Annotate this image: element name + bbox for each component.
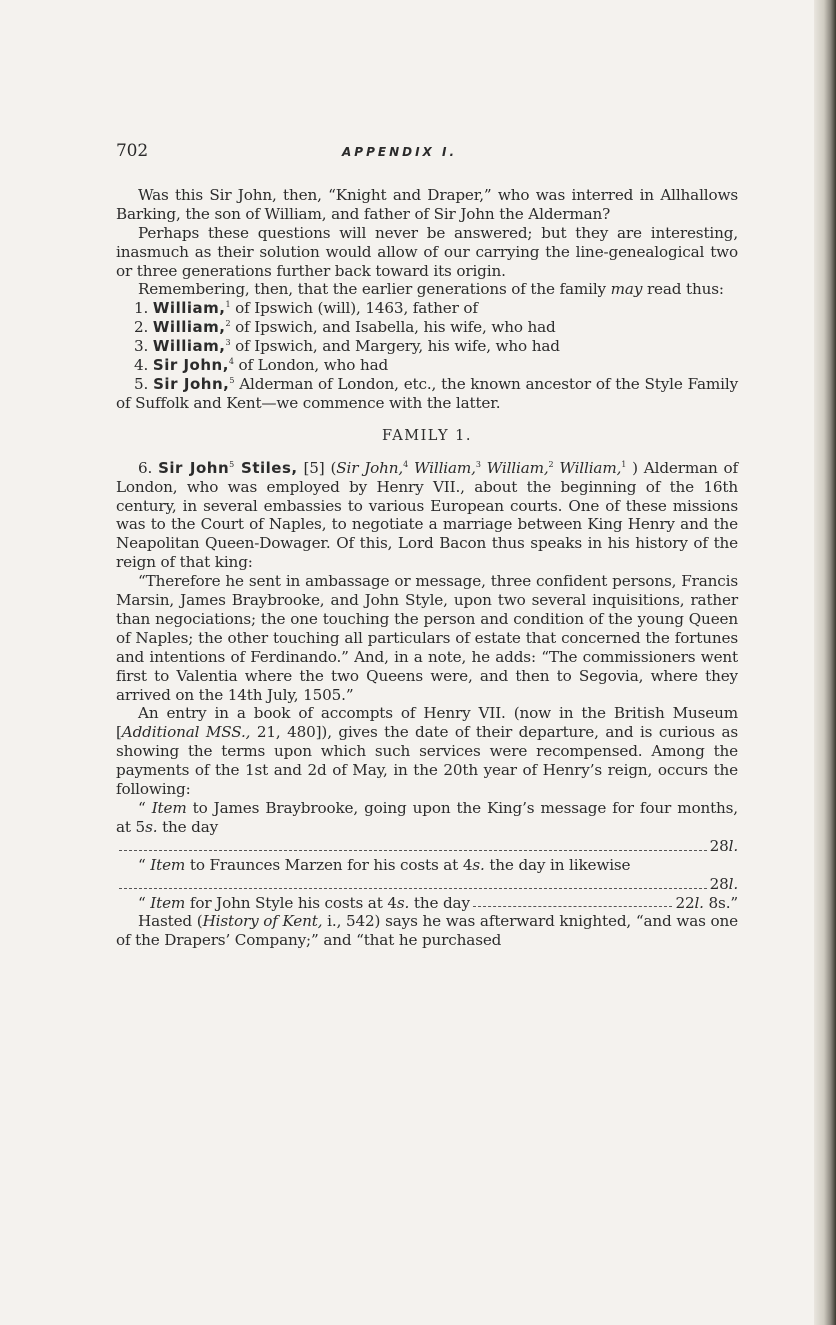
page-header	[116, 142, 738, 162]
paragraph-3: Remembering, then, that the earlier generations of the family may read thus:	[138, 280, 724, 299]
payment-item-marzen: “ Item to Fraunces Marzen for his costs at 4s. the day in likewise	[138, 855, 631, 874]
entry-6: 6. Sir John$^5$ Stiles, [5] (Sir John,$^4$ William,$^3$ William,$^2$ William,$^1$ ) Alderman of London, who was employed by Henry VII., about the beginning of the 16th century, in several embassies to various European courts. One of these missions was to the Court of Naples, to negotiate a marriage between King Henry and the Neapolitan Queen-Dowager. Of this, Lord Bacon thus speaks in his history of the reign of that king:	[116, 458, 739, 572]
payment-amount-marzen: 28l.	[116, 875, 738, 894]
payment-amount-braybrooke: 28l.	[116, 837, 738, 856]
paragraph-1: Was this Sir John, then, “Knight and Draper,” who was interred in Allhallows Barking, the son of William, and father of Sir John the Alderman?	[116, 185, 738, 223]
payment-item-braybrooke: “ Item to James Braybrooke, going upon the King’s message for four months, at 5s. the day	[116, 799, 738, 836]
lineage-item: 5. Sir John,$^5$ Alderman of London, etc., the known ancestor of the Style Family of Suffolk and Kent—we commence with the latter.	[116, 374, 738, 412]
lineage-item: 1. William,$^1$ of Ipswich (will), 1463, father of	[134, 299, 478, 318]
lineage-item: 4. Sir John,$^4$ of London, who had	[134, 356, 389, 375]
lineage-list	[116, 299, 738, 412]
lineage-item: 3. William,$^3$ of Ipswich, and Margery, his wife, who had	[134, 337, 560, 356]
accompts-paragraph: An entry in a book of accompts of Henry VII. (now in the British Museum [Additional MSS., 21, 480]), gives the date of their departure, and is curious as showing the terms upon which such services were recompensed. Among the payments of the 1st and 2d of May, in the 20th year of Henry’s reign, occurs the following:	[116, 704, 739, 799]
paragraph-2: Perhaps these questions will never be answered; but they are interesting, inasmuch as their solution would allow of our carrying the line-genealogical two or three generations further back toward its origin.	[116, 223, 738, 280]
page-number: 702	[116, 141, 148, 161]
running-title: APPENDIX I.	[342, 145, 457, 159]
lineage-item: 2. William,$^2$ of Ipswich, and Isabella, his wife, who had	[134, 318, 556, 337]
payment-item-style: “ Item for John Style his costs at 4s. the day 22l. 8s.”	[138, 893, 738, 912]
page-body	[116, 142, 738, 950]
hasted-paragraph: Hasted (History of Kent, i., 542) says he was afterward knighted, “and was one of the Drapers’ Company;” and “that he purchased	[116, 912, 738, 950]
bacon-quote: “Therefore he sent in ambassage or message, three confident persons, Francis Marsin, James Braybrooke, and John Style, upon two several inquisitions, rather than negociations; the one touching the person and condition of the young Queen of Naples; the other touching all particulars of estate that concerned the fortunes and intentions of Ferdinando.” And, in a note, he adds: “The commissioners went first to Valentia where the two Queens were, and then to Segovia, where they arrived on the 14th July, 1505.”	[116, 572, 738, 704]
book-edge-shadow	[814, 0, 836, 1325]
family-heading: FAMILY 1.	[381, 427, 473, 444]
